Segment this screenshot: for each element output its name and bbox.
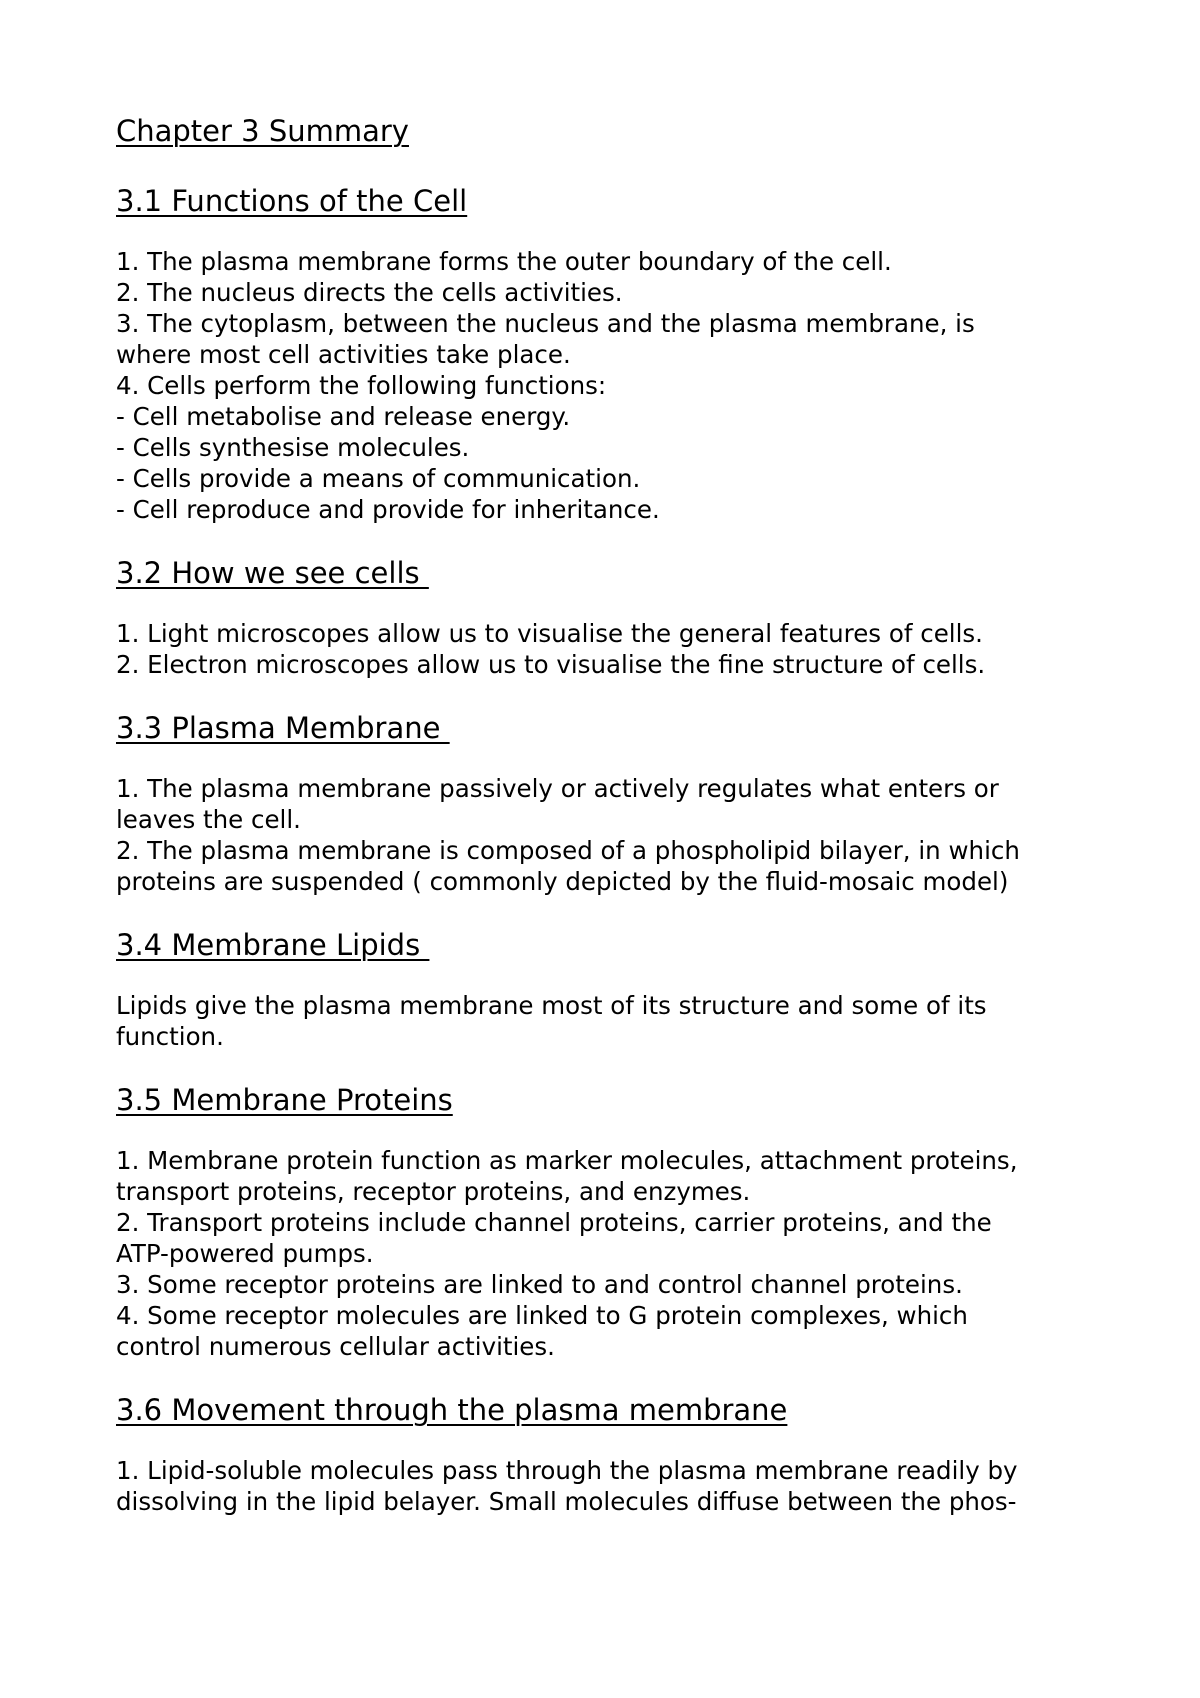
section-heading: 3.1 Functions of the Cell xyxy=(116,184,468,218)
section-functions-of-the-cell xyxy=(116,182,1116,525)
text-line: 2. The plasma membrane is composed of a phospholipid bilayer, in which xyxy=(116,836,1020,865)
section-text xyxy=(116,773,1116,897)
document-title: Chapter 3 Summary xyxy=(116,114,409,148)
text-line: 1. Membrane protein function as marker molecules, attachment proteins, xyxy=(116,1146,1018,1175)
text-line: control numerous cellular activities. xyxy=(116,1332,555,1361)
section-plasma-membrane xyxy=(116,709,1116,897)
text-line: 1. The plasma membrane forms the outer boundary of the cell. xyxy=(116,247,892,276)
text-line: 2. The nucleus directs the cells activities. xyxy=(116,278,623,307)
section-text xyxy=(116,618,1116,680)
text-line: leaves the cell. xyxy=(116,805,301,834)
text-line: 2. Electron microscopes allow us to visualise the fine structure of cells. xyxy=(116,650,986,679)
text-line: 1. The plasma membrane passively or actively regulates what enters or xyxy=(116,774,999,803)
text-line: 4. Cells perform the following functions: xyxy=(116,371,607,400)
text-line: transport proteins, receptor proteins, and enzymes. xyxy=(116,1177,751,1206)
section-how-we-see-cells xyxy=(116,554,1116,680)
section-heading: 3.4 Membrane Lipids xyxy=(116,928,430,962)
text-line: 3. Some receptor proteins are linked to and control channel proteins. xyxy=(116,1270,963,1299)
section-membrane-proteins xyxy=(116,1081,1116,1362)
section-text xyxy=(116,1455,1116,1517)
section-text xyxy=(116,246,1116,525)
bullet-line: - Cell metabolise and release energy. xyxy=(116,402,571,431)
section-heading: 3.3 Plasma Membrane xyxy=(116,711,450,745)
section-text xyxy=(116,990,1116,1052)
text-line: function. xyxy=(116,1022,224,1051)
section-movement-through-membrane xyxy=(116,1391,1116,1517)
text-line: Lipids give the plasma membrane most of its structure and some of its xyxy=(116,991,987,1020)
text-line: 1. Lipid-soluble molecules pass through the plasma membrane readily by xyxy=(116,1456,1018,1485)
text-line: 4. Some receptor molecules are linked to G protein complexes, which xyxy=(116,1301,968,1330)
text-line: proteins are suspended ( commonly depicted by the fluid-mosaic model) xyxy=(116,867,1009,896)
bullet-line: - Cells provide a means of communication. xyxy=(116,464,641,493)
document-body xyxy=(116,112,1116,1546)
text-line: 3. The cytoplasm, between the nucleus and the plasma membrane, is xyxy=(116,309,975,338)
section-heading: 3.5 Membrane Proteins xyxy=(116,1083,453,1117)
text-line: 1. Light microscopes allow us to visualise the general features of cells. xyxy=(116,619,983,648)
section-heading: 3.6 Movement through the plasma membrane xyxy=(116,1393,788,1427)
section-text xyxy=(116,1145,1116,1362)
text-line: where most cell activities take place. xyxy=(116,340,571,369)
text-line: dissolving in the lipid belayer. Small molecules diffuse between the phos- xyxy=(116,1487,1017,1516)
text-line: ATP-powered pumps. xyxy=(116,1239,374,1268)
section-membrane-lipids xyxy=(116,926,1116,1052)
text-line: 2. Transport proteins include channel proteins, carrier proteins, and the xyxy=(116,1208,992,1237)
bullet-line: - Cells synthesise molecules. xyxy=(116,433,470,462)
bullet-line: - Cell reproduce and provide for inheritance. xyxy=(116,495,660,524)
section-heading: 3.2 How we see cells xyxy=(116,556,429,590)
